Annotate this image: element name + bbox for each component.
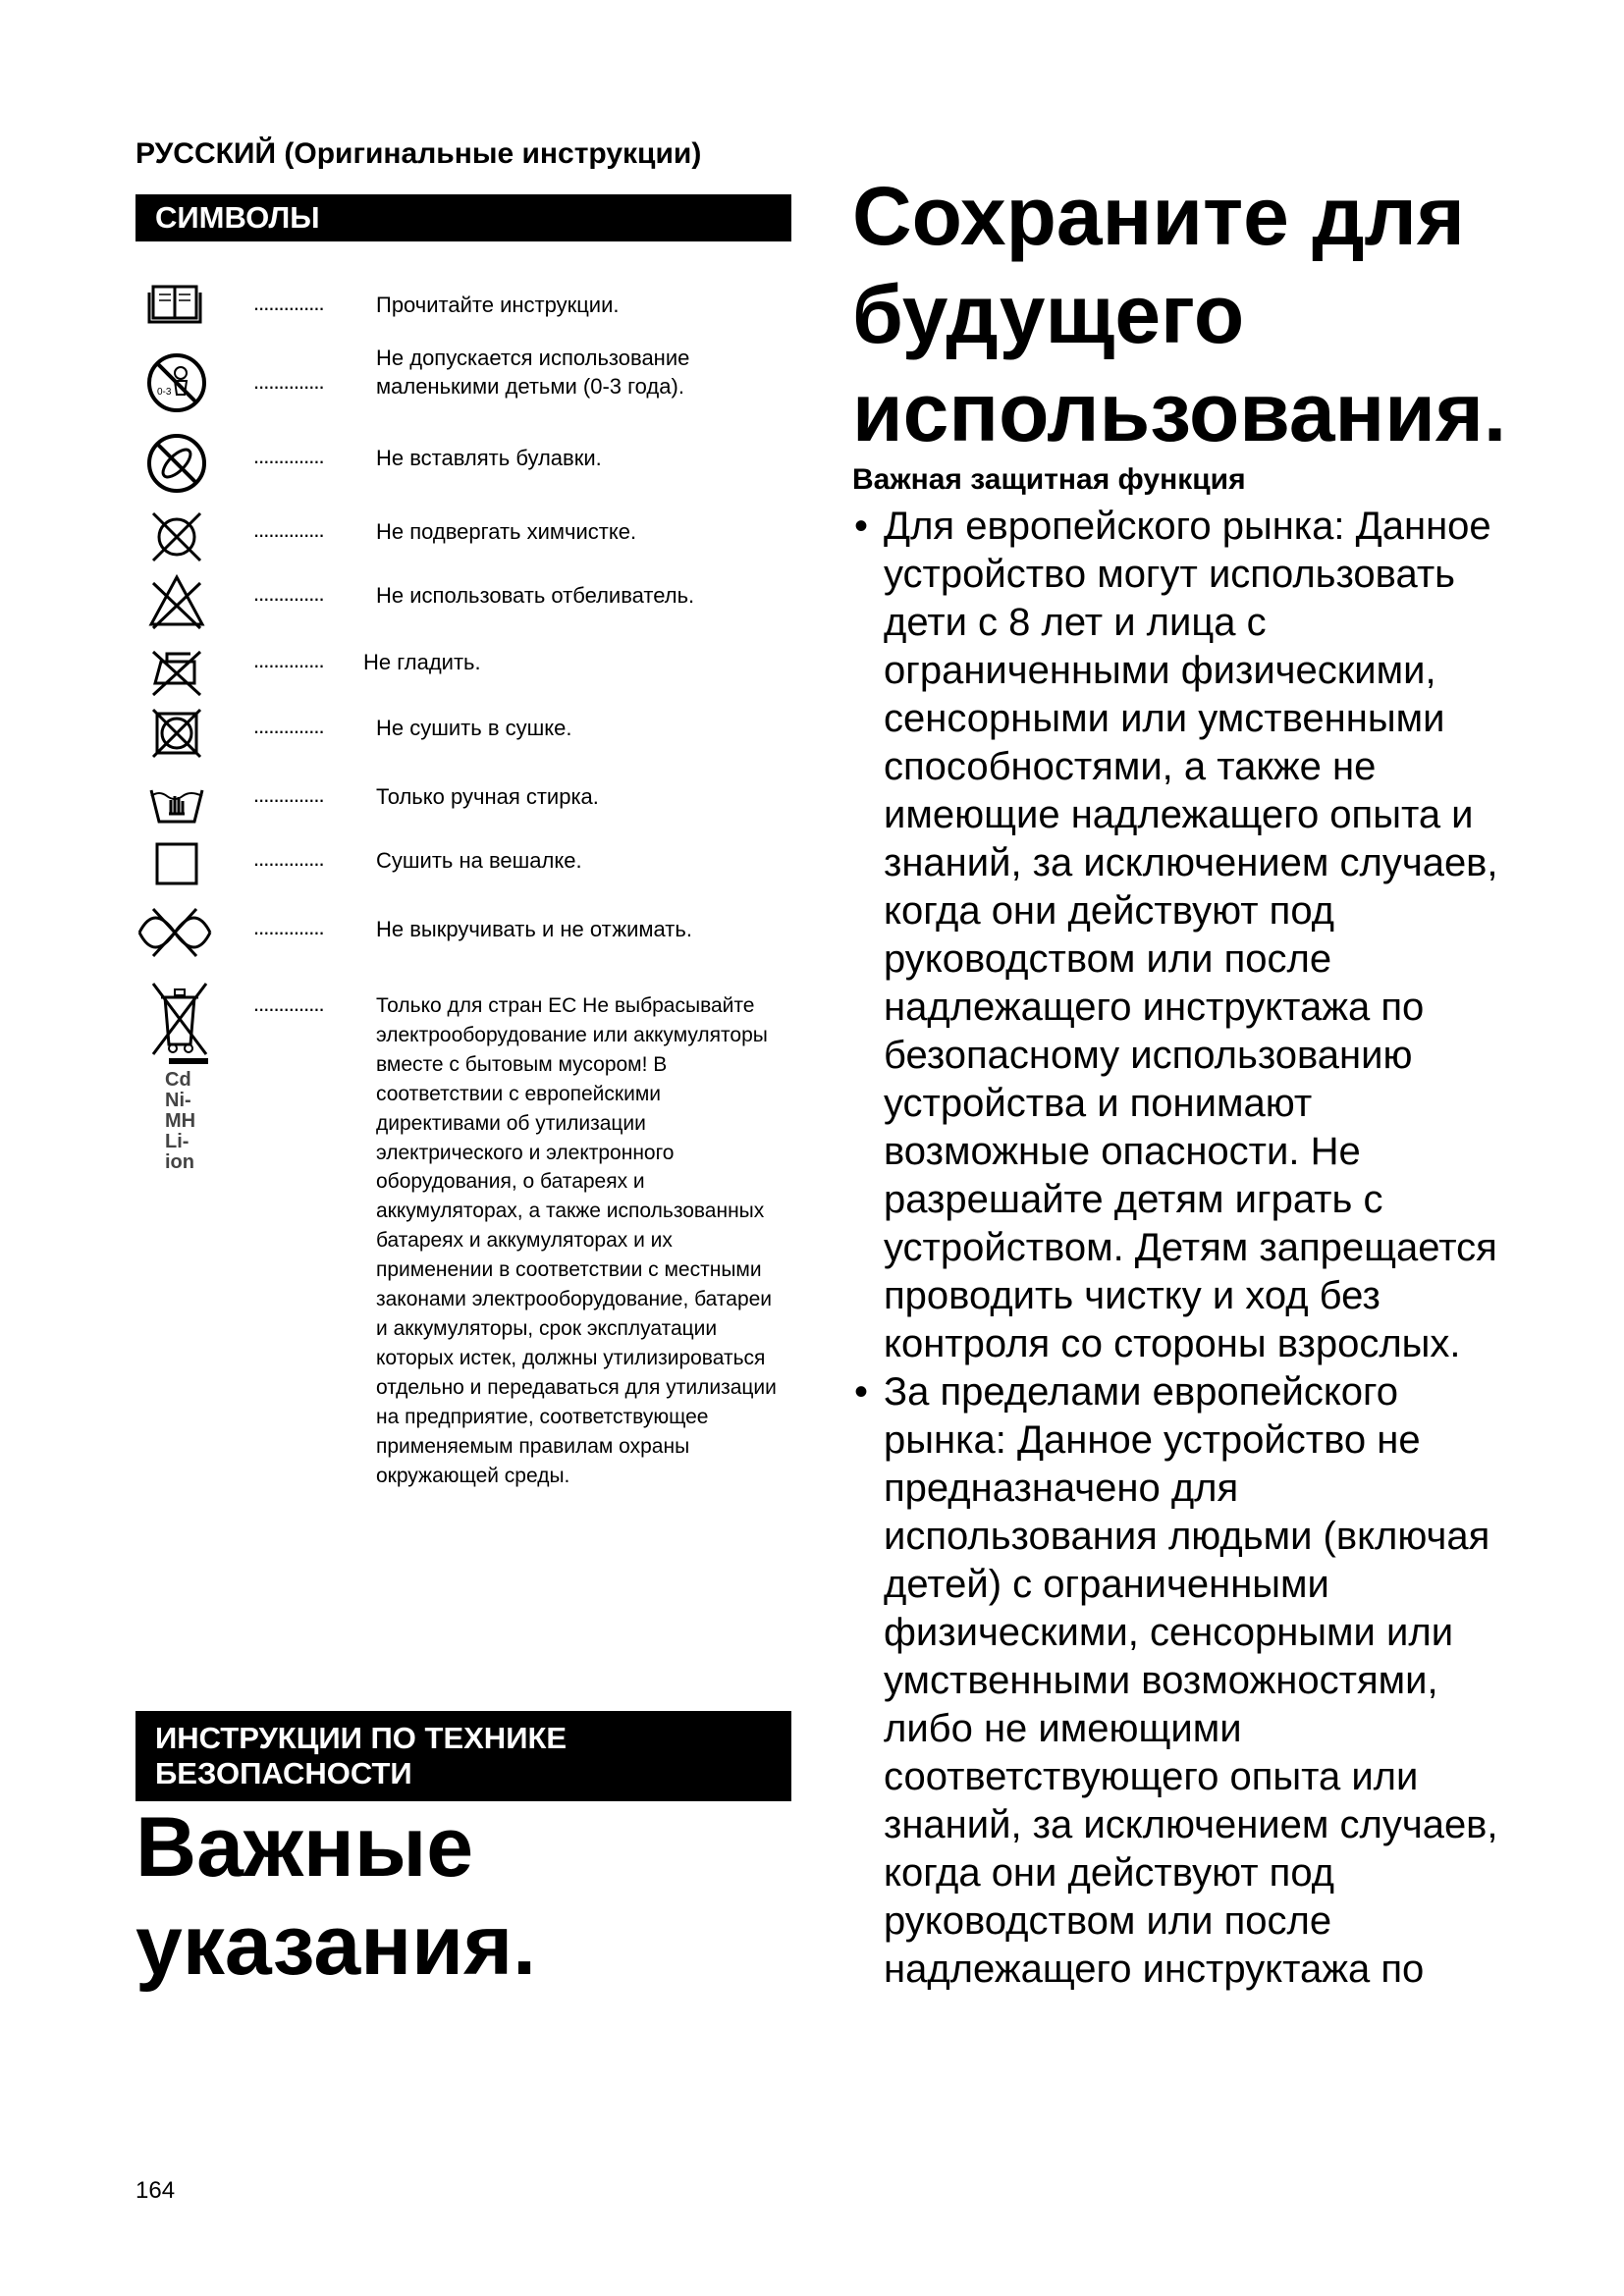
no-safety-pins-icon <box>145 432 204 491</box>
no-ironing-icon <box>145 636 204 695</box>
no-wringing-icon <box>135 903 194 962</box>
dot-leader: .............. <box>253 291 324 315</box>
dot-leader: .............. <box>253 517 324 542</box>
bullet-item: • Для европейского рынка: Данное устройство могут использовать дети с 8 лет и лица с ограниченными физическими, сенсорными или умственными способностями, а также не имеющие надлежащего опыта и знаний, за исключением случаев, когда они действуют под руководством или после надлежащего инструктажа по безопасному использованию устройства и понимают возможные опасности. Не разрешайте детям играть с устройством. Детям запрещается проводить чистку и ход без контроля со стороны взрослых. <box>852 503 1520 1368</box>
symbol-text: Не вставлять булавки. <box>376 446 602 470</box>
symbol-text: Не подвергать химчистке. <box>376 519 637 544</box>
symbol-text: Не выкручивать и не отжимать. <box>376 917 692 941</box>
age-label: 0-3 <box>157 387 172 398</box>
weee-bar <box>169 1058 208 1064</box>
line-dry-icon <box>145 834 204 893</box>
no-dry-cleaning-icon <box>145 506 204 564</box>
no-tumble-dry-icon <box>145 702 204 761</box>
no-bleach-icon <box>145 569 204 628</box>
important-instructions-title: Важные указания. <box>135 1800 537 1993</box>
battery-label-nimh: Ni-MH <box>165 1090 196 1132</box>
save-for-future-title: Сохраните для будущего использования. <box>852 170 1507 458</box>
symbol-text: Сушить на вешалке. <box>376 848 582 873</box>
symbol-text: Не допускается использование маленькими детьми (0-3 года). <box>376 346 690 399</box>
safety-bullet-list <box>852 503 1520 1994</box>
battery-labels <box>165 1070 214 1173</box>
dot-leader: .............. <box>253 714 324 738</box>
hand-wash-icon <box>145 771 204 829</box>
weee-crossed-bin-icon <box>145 980 214 1173</box>
no-small-children-icon <box>145 351 204 410</box>
dot-leader: .............. <box>253 782 324 807</box>
dot-leader: .............. <box>253 444 324 468</box>
symbols-heading: СИМВОЛЫ <box>135 194 791 241</box>
weee-text: Только для стран ЕС Не выбрасывайте электрооборудование или аккумуляторы вместе с бытовым мусором! В соответствии с европейскими директивами об утилизации электрического и электронного оборудования, о батареях и аккумуляторах, а также использованных батареях и аккумуляторах и их применении в соответствии с местными законами электрооборудование, батареи и аккумуляторы, срок эксплуатации которых истек, должны утилизироваться отдельно и передаваться для утилизации на предприятие, соответствующее применяемым правилам охраны окружающей среды. <box>376 994 777 1487</box>
symbol-text: Не сушить в сушке. <box>376 716 572 740</box>
language-title: РУССКИЙ (Оригинальные инструкции) <box>135 137 702 170</box>
symbol-text: Не использовать отбеливатель. <box>376 583 695 608</box>
important-safety-feature-heading: Важная защитная функция <box>852 463 1246 496</box>
dot-leader: .............. <box>253 648 324 672</box>
dot-leader: .............. <box>253 846 324 871</box>
battery-label-liion: Li-ion <box>165 1131 194 1173</box>
symbol-text: Только ручная стирка. <box>376 784 599 809</box>
symbol-text: Не гладить. <box>363 650 481 674</box>
safety-heading: ИНСТРУКЦИИ ПО ТЕХНИКЕ БЕЗОПАСНОСТИ <box>135 1711 791 1801</box>
bullet-item: • За пределами европейского рынка: Данное устройство не предназначено для использования людьми (включая детей) с ограниченными физическими, сенсорными или умственными возможностями, либо не имеющими соответствующего опыта или знаний, за исключением случаев, когда они действуют под руководством или после надлежащего инструктажа по <box>852 1368 1520 1994</box>
book-icon <box>145 279 204 338</box>
dot-leader: .............. <box>253 991 324 1016</box>
dot-leader: .............. <box>253 369 324 394</box>
dot-leader: .............. <box>253 581 324 606</box>
dot-leader: .............. <box>253 915 324 939</box>
battery-label-cd: Cd <box>165 1069 191 1091</box>
page-number: 164 <box>135 2177 176 2204</box>
symbol-text: Прочитайте инструкции. <box>376 293 620 317</box>
